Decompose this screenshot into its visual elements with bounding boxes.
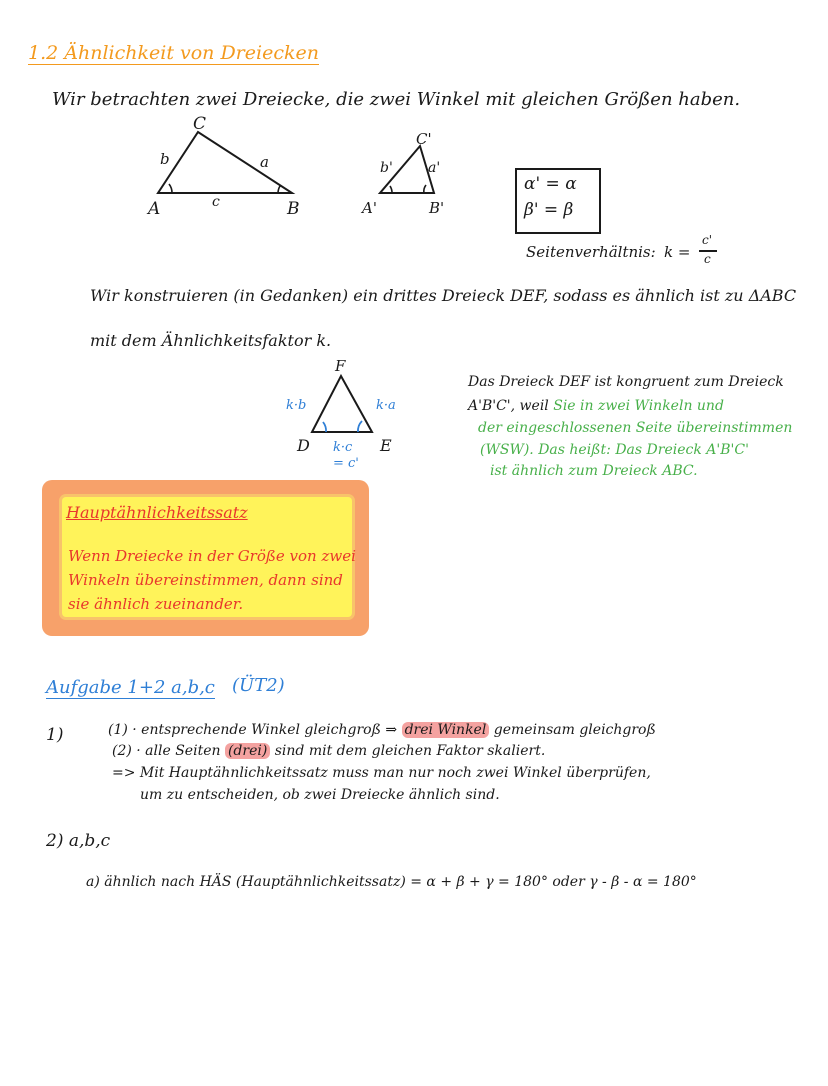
label-c-vertex: C — [193, 114, 207, 134]
angle-beta-arc — [278, 186, 280, 193]
task-reference: (ÜT2) — [232, 675, 285, 696]
answer-1-line-2 — [112, 743, 545, 759]
label-f-vertex: F — [335, 357, 346, 375]
intro-text: Wir betrachten zwei Dreiecke, die zwei Winkel mit gleichen Größen haben. — [52, 89, 741, 110]
label-d-vertex: D — [297, 436, 310, 455]
construct-line-2: mit dem Ähnlichkeitsfaktor k. — [90, 331, 332, 350]
label-ka: k·a — [376, 398, 396, 413]
label-side-a-prime: a' — [428, 160, 441, 176]
congruent-line-4: (WSW). Das heißt: Das Dreieck A'B'C' — [480, 442, 749, 458]
answer-2a: a) ähnlich nach HÄS (Hauptähnlichkeitssatz) = α + β + γ = 180° oder γ - β - α = 180° — [86, 874, 697, 890]
label-kb: k·b — [286, 398, 307, 413]
angle-e-arc — [358, 421, 362, 432]
theorem-line-3: sie ähnlich zueinander. — [68, 595, 244, 613]
label-side-b-prime: b' — [380, 160, 393, 176]
triangle-def — [312, 376, 372, 432]
answer-1-line-1-a: (1) · entsprechende Winkel gleichgroß ⇒ — [108, 722, 398, 738]
ratio-numerator: c' — [702, 233, 713, 247]
congruent-line-3: der eingeschlossenen Seite übereinstimmen — [478, 420, 793, 436]
construct-line-1: Wir konstruieren (in Gedanken) ein drittes Dreieck DEF, sodass es ähnlich ist zu ΔABC — [90, 286, 797, 305]
triangle-abc — [158, 132, 292, 193]
theorem-line-1: Wenn Dreiecke in der Größe von zwei — [68, 547, 356, 565]
answer-1-number: 1) — [46, 725, 64, 745]
congruent-line-1: Das Dreieck DEF ist kongruent zum Dreieck — [468, 374, 784, 390]
answer-1-line-1 — [108, 722, 656, 738]
theorem-title: Hauptähnlichkeitssatz — [66, 503, 248, 522]
answer-1-highlight-winkel: drei Winkel — [402, 722, 490, 738]
congruent-line-5: ist ähnlich zum Dreieck ABC. — [490, 463, 698, 479]
congruent-line-2 — [468, 398, 724, 414]
angle-d-arc — [323, 422, 326, 432]
angle-alpha-prime-arc — [390, 186, 392, 193]
task-title: Aufgabe 1+2 a,b,c — [46, 677, 215, 698]
label-c-prime: C' — [416, 130, 432, 148]
answer-1-line-2-a: (2) · alle Seiten — [112, 743, 221, 759]
beta-equality: β' = β — [524, 200, 574, 220]
label-side-b: b — [160, 150, 170, 168]
angle-beta-prime-arc — [424, 185, 426, 193]
label-e-vertex: E — [380, 436, 392, 455]
answer-2-heading: 2) a,b,c — [46, 831, 111, 851]
alpha-equality: α' = α — [524, 174, 577, 194]
answer-1-line-1-b: gemeinsam gleichgroß — [493, 722, 656, 738]
label-a-vertex: A — [148, 199, 161, 219]
label-side-c: c — [212, 194, 220, 210]
congruent-line-2-black: A'B'C', weil — [468, 398, 549, 414]
label-kc: k·c — [333, 440, 353, 455]
label-a-prime: A' — [362, 199, 377, 217]
ratio-denominator: c — [704, 252, 711, 266]
page-heading: 1.2 Ähnlichkeit von Dreiecken — [28, 42, 319, 64]
congruent-line-2-green: Sie in zwei Winkeln und — [553, 398, 724, 414]
label-b-vertex: B — [287, 199, 300, 219]
ratio-k: k = — [664, 243, 691, 261]
answer-1-line-3: => Mit Hauptähnlichkeitssatz muss man nur noch zwei Winkel überprüfen, — [112, 765, 651, 781]
label-b-prime: B' — [429, 199, 445, 217]
answer-1-line-2-b: sind mit dem gleichen Faktor skaliert. — [274, 743, 546, 759]
answer-1-line-4: um zu entscheiden, ob zwei Dreiecke ähnlich sind. — [140, 787, 500, 803]
angle-alpha-arc — [169, 184, 172, 193]
label-side-a: a — [260, 153, 269, 171]
ratio-label: Seitenverhältnis: — [526, 243, 656, 261]
label-eq-c-prime: = c' — [333, 456, 359, 471]
theorem-line-2: Winkeln übereinstimmen, dann sind — [68, 571, 343, 589]
answer-1-highlight-drei: (drei) — [225, 743, 270, 759]
